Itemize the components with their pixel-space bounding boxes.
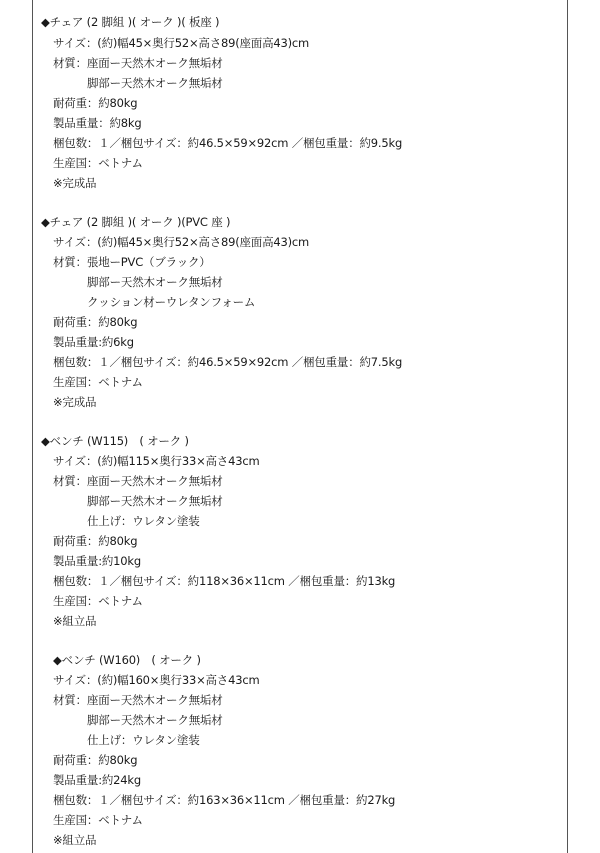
country-of-origin: 生産国：ベトナム	[53, 594, 143, 608]
packing-info: 梱包数：１／梱包サイズ：約46.5×59×92cm ／梱包重量：約9.5kg	[53, 136, 403, 150]
load-capacity: 耐荷重：約80kg	[53, 96, 138, 110]
country-of-origin: 生産国：ベトナム	[53, 156, 143, 170]
load-capacity: 耐荷重：約80kg	[53, 534, 138, 548]
material-spec: 材質：座面ー天然木オーク無垢材	[53, 474, 223, 488]
right-border-line	[567, 0, 568, 853]
section-title: ◆ベンチ (W115) ( オーク )	[41, 434, 189, 448]
assembly-note: ※組立品	[53, 833, 97, 847]
material-spec: 材質：張地ーPVC（ブラック）	[53, 255, 211, 269]
section-title: ◆チェア (2 脚組 )( オーク )( 板座 )	[41, 15, 220, 29]
material-spec: 材質：座面ー天然木オーク無垢材	[53, 56, 223, 70]
material-spec: 材質：座面ー天然木オーク無垢材	[53, 693, 223, 707]
size-spec: サイズ：(約)幅115×奥行33×高さ43cm	[53, 454, 260, 468]
finish-spec: 仕上げ：ウレタン塗装	[87, 733, 200, 747]
material-spec-line: 脚部ー天然木オーク無垢材	[87, 713, 223, 727]
product-weight: 製品重量:約24kg	[53, 773, 141, 787]
product-weight: 製品重量:約10kg	[53, 554, 141, 568]
size-spec: サイズ：(約)幅45×奥行52×高さ89(座面高43)cm	[53, 235, 310, 249]
assembly-note: ※完成品	[53, 176, 97, 190]
finish-spec: 仕上げ：ウレタン塗装	[87, 514, 200, 528]
country-of-origin: 生産国：ベトナム	[53, 375, 143, 389]
load-capacity: 耐荷重：約80kg	[53, 315, 138, 329]
country-of-origin: 生産国：ベトナム	[53, 813, 143, 827]
material-spec-line: 脚部ー天然木オーク無垢材	[87, 275, 223, 289]
material-spec-line: 脚部ー天然木オーク無垢材	[87, 76, 223, 90]
product-weight: 製品重量：約8kg	[53, 116, 142, 130]
material-spec-line: 脚部ー天然木オーク無垢材	[87, 494, 223, 508]
section-title: ◆ベンチ (W160) ( オーク )	[53, 653, 201, 667]
section-title: ◆チェア (2 脚組 )( オーク )(PVC 座 )	[41, 215, 231, 229]
assembly-note: ※完成品	[53, 395, 97, 409]
material-spec-line: クッション材ーウレタンフォーム	[87, 295, 256, 309]
product-weight: 製品重量:約6kg	[53, 335, 134, 349]
packing-info: 梱包数：１／梱包サイズ：約46.5×59×92cm ／梱包重量：約7.5kg	[53, 355, 403, 369]
load-capacity: 耐荷重：約80kg	[53, 753, 138, 767]
left-border-line	[32, 0, 33, 853]
packing-info: 梱包数：１／梱包サイズ：約163×36×11cm ／梱包重量：約27kg	[53, 793, 396, 807]
assembly-note: ※組立品	[53, 614, 97, 628]
size-spec: サイズ：(約)幅160×奥行33×高さ43cm	[53, 673, 260, 687]
packing-info: 梱包数：１／梱包サイズ：約118×36×11cm ／梱包重量：約13kg	[53, 574, 396, 588]
size-spec: サイズ：(約)幅45×奥行52×高さ89(座面高43)cm	[53, 36, 310, 50]
